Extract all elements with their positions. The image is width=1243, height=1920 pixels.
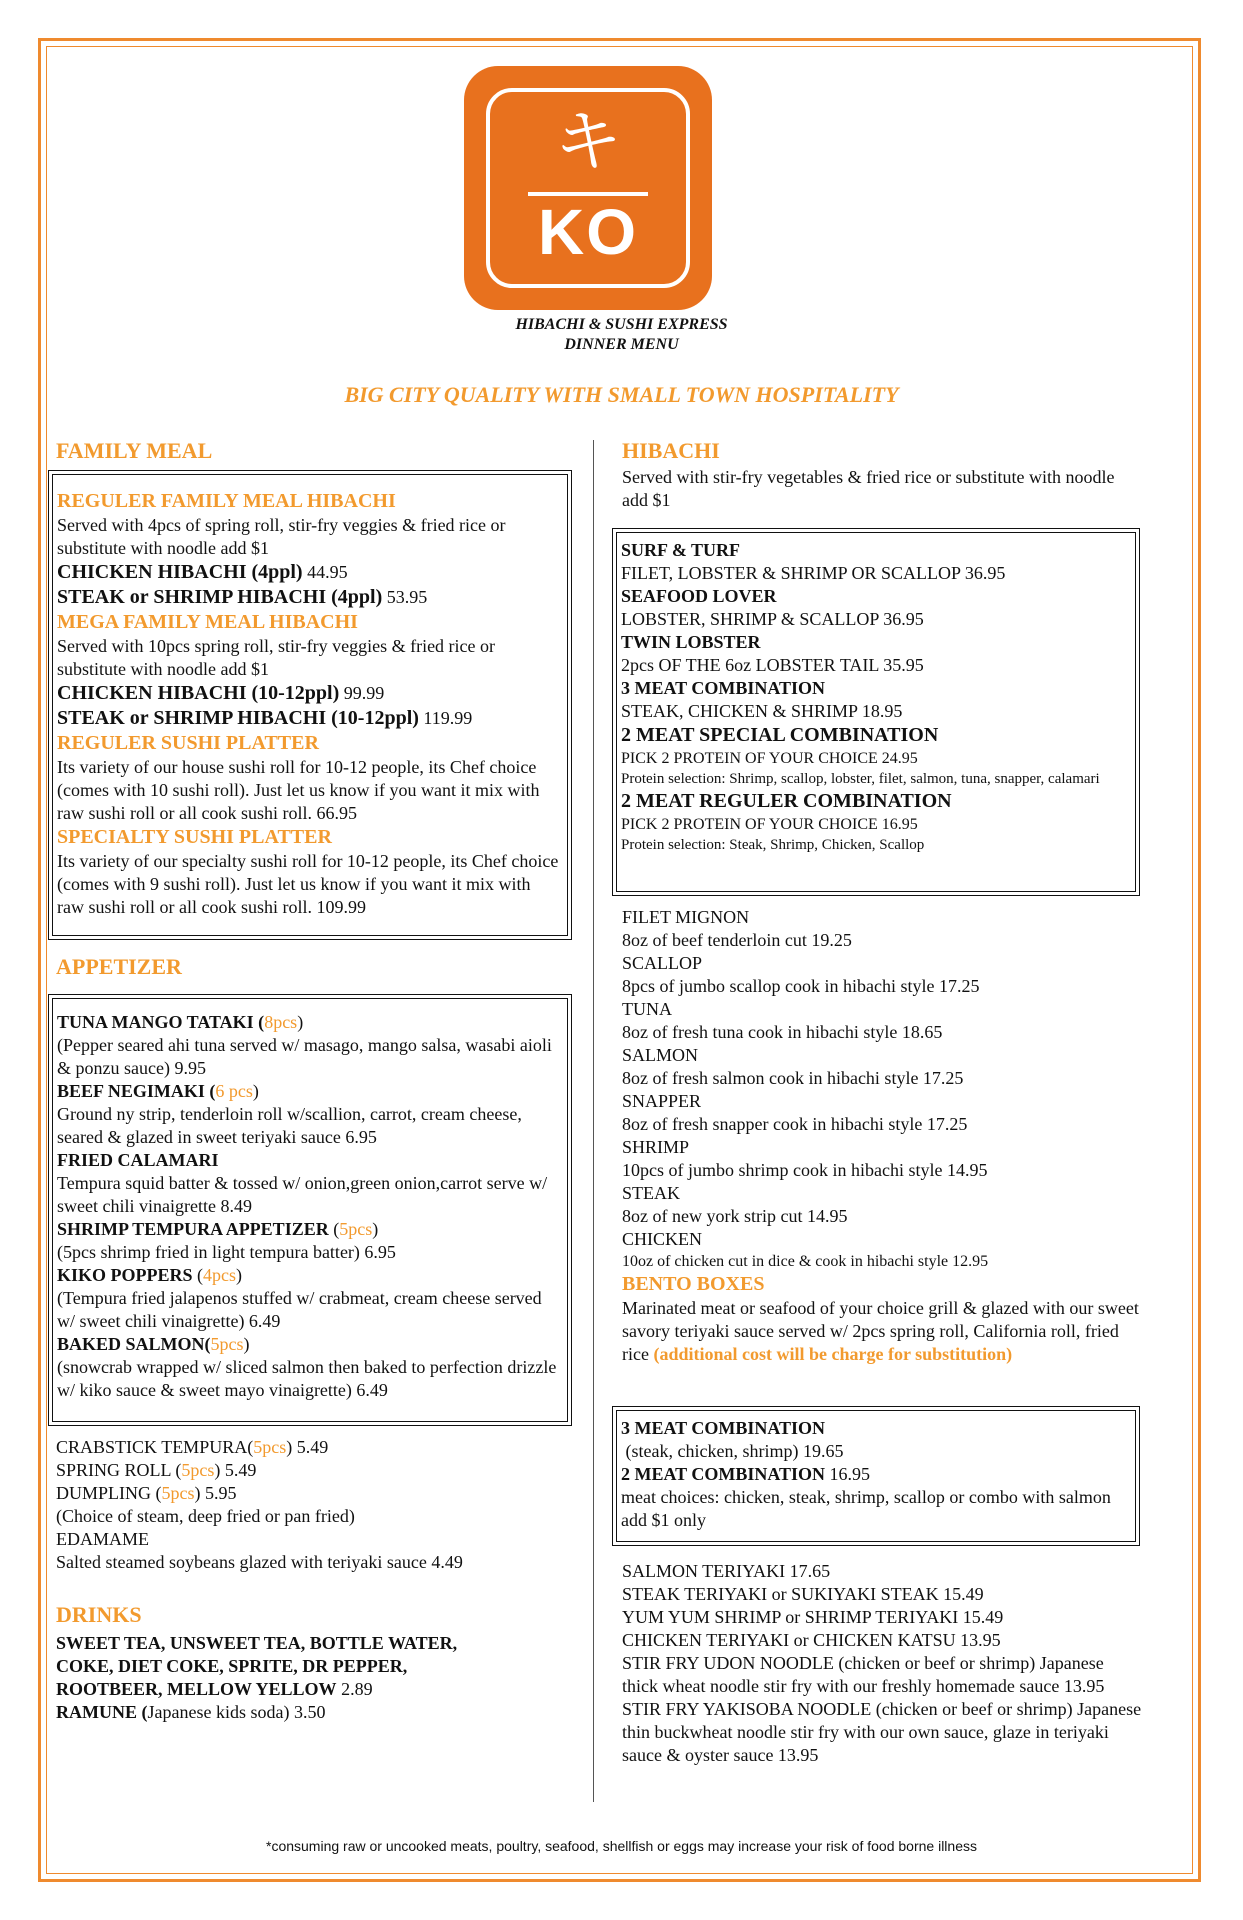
seafood-desc: LOBSTER, SHRIMP & SCALLOP 36.95 xyxy=(621,609,924,629)
reg-family-desc: Served with 4pcs of spring roll, stir-fry veggies & fried rice or substitute with noodle add $1 xyxy=(57,515,506,558)
bento-title: BENTO BOXES xyxy=(622,1273,765,1295)
meat3-desc: STEAK, CHICKEN & SHRIMP 18.95 xyxy=(621,701,903,721)
hibachi-item-name: SCALLOP xyxy=(622,953,703,973)
family-meal-title: FAMILY MEAL xyxy=(56,438,213,463)
hibachi-item-name: FILET MIGNON xyxy=(622,907,750,927)
dumpling-name: DUMPLING ( xyxy=(56,1483,162,1503)
appetizer-box: TUNA MANGO TATAKI (8pcs) (Pepper seared ahi tuna served w/ masago, mango salsa, wasabi aioli & ponzu sauce) 9.95 BEEF NEGIMAKI (6 pcs) Ground ny strip, tenderloin roll w/scallion, carrot, cream cheese, seared & glazed in sweet teriyaki sauce 6.95 FRIED CALAMARI Tempura squid batter & tossed w/ onion,green onion,carrot serve w/ sweet chili vinaigrette 8.49 SHRIMP TEMPURA APPETIZER (5pcs) (5pcs shrimp fried in light tempura batter) 6.95 KIKO POPPERS (4pcs) (Tempura fried jalapenos stuffed w/ crabmeat, cream cheese served w/ sweet chili vinaigrette) 6.49 BAKED SALMON(5pcs) (snowcrab wrapped w/ sliced salmon then baked to perfection drizzle w/ kiko sauce & sweet mayo vinaigrette) 6.49 xyxy=(52,998,568,1422)
tuna-desc: (Pepper seared ahi tuna served w/ masago, mango salsa, wasabi aioli & ponzu sauce) 9.95 xyxy=(57,1035,552,1078)
shrimp-app-pcs: 5pcs xyxy=(339,1219,373,1239)
hibachi-item-name: SNAPPER xyxy=(622,1091,702,1111)
spec-sushi-desc: Its variety of our specialty sushi roll for 10-12 people, its Chef choice (comes with 9 sushi roll). Just let us know if you want it mix with raw sushi roll or all cook sushi roll. 109.99 xyxy=(57,851,559,917)
appetizer-extra-list: CRABSTICK TEMPURA(5pcs) 5.49 SPRING ROLL (5pcs) 5.49 DUMPLING (5pcs) 5.95 (Choice of steam, deep fried or pan fried) EDAMAME Salted steamed soybeans glazed with teriyaki sauce 4.49 xyxy=(56,1436,572,1574)
bento-combo-box xyxy=(616,1410,1136,1542)
surf-name: SURF & TURF xyxy=(621,540,741,560)
bento-item: YUM YUM SHRIMP or SHRIMP TERIYAKI 15.49 xyxy=(622,1607,1004,1627)
hibachi-desc: Served with stir-fry vegetables & fried rice or substitute with noodle add $1 xyxy=(622,467,1115,510)
slogan: BIG CITY QUALITY WITH SMALL TOWN HOSPITALITY xyxy=(344,382,899,407)
salmon-app-desc: (snowcrab wrapped w/ sliced salmon then baked to perfection drizzle w/ kiko sauce & sweet mayo vinaigrette) 6.49 xyxy=(57,1357,557,1400)
meat3-name: 3 MEAT COMBINATION xyxy=(621,678,826,698)
hibachi-item-name: STEAK xyxy=(622,1183,680,1203)
seafood-name: SEAFOOD LOVER xyxy=(621,586,777,606)
mega-steak-name: STEAK or SHRIMP HIBACHI (10-12ppl) xyxy=(57,707,419,729)
beef-desc: Ground ny strip, tenderloin roll w/scallion, carrot, cream cheese, seared & glazed in sweet teriyaki sauce 6.95 xyxy=(57,1104,522,1147)
reg2-selection: Protein selection: Steak, Shrimp, Chicken, Scallop xyxy=(621,837,925,853)
hibachi-item-desc: 10pcs of jumbo shrimp cook in hibachi style 14.95 xyxy=(622,1160,988,1180)
tuna-pcs: 8pcs xyxy=(264,1012,298,1032)
bento-item: STIR FRY YAKISOBA NOODLE (chicken or beef or shrimp) Japanese thin buckwheat noodle stir fry with our own sauce, glaze in teriyaki sauce & oyster sauce 13.95 xyxy=(622,1699,1142,1765)
ramune-name: RAMUNE ( xyxy=(56,1702,148,1722)
reg2-name: 2 MEAT REGULER COMBINATION xyxy=(621,790,952,812)
reg-family-title: REGULER FAMILY MEAL HIBACHI xyxy=(57,490,396,512)
hibachi-item-name: CHICKEN xyxy=(622,1229,702,1249)
crab-name: CRABSTICK TEMPURA( xyxy=(56,1437,254,1457)
poppers-name: KIKO POPPERS xyxy=(57,1265,193,1285)
family-meal-box xyxy=(52,474,568,936)
mega-family-title: MEGA FAMILY MEAL HIBACHI xyxy=(57,611,358,633)
bento-meat3-name: 3 MEAT COMBINATION xyxy=(621,1418,826,1438)
twin-desc: 2pcs OF THE 6oz LOBSTER TAIL 35.95 xyxy=(621,655,924,675)
drinks-title: DRINKS xyxy=(56,1602,142,1627)
shrimp-app-name: SHRIMP TEMPURA APPETIZER xyxy=(57,1219,329,1239)
hibachi-item-name: SALMON xyxy=(622,1045,699,1065)
poppers-pcs: 4pcs xyxy=(203,1265,237,1285)
bento-meat2-desc: meat choices: chicken, steak, shrimp, scallop or combo with salmon add $1 only xyxy=(621,1487,1111,1530)
drinks-price: 2.89 xyxy=(341,1679,373,1699)
bento-item-list xyxy=(622,1560,1142,1767)
reg-sushi-title: REGULER SUSHI PLATTER xyxy=(57,732,319,754)
twin-name: TWIN LOBSTER xyxy=(621,632,761,652)
column-divider xyxy=(593,440,594,1802)
mega-chicken-price: 99.99 xyxy=(343,683,385,703)
tuna-name: TUNA MANGO TATAKI ( xyxy=(57,1012,265,1032)
special2-selection: Protein selection: Shrimp, scallop, lobster, filet, salmon, tuna, snapper, calamari xyxy=(621,771,1100,787)
reg-chicken-name: CHICKEN HIBACHI (4ppl) xyxy=(57,561,303,583)
reg-chicken-price: 44.95 xyxy=(307,562,348,582)
mega-steak-price: 119.99 xyxy=(423,708,473,728)
hibachi-item-desc: 8oz of beef tenderloin cut 19.25 xyxy=(622,930,852,950)
bento-note: (additional cost will be charge for substitution) xyxy=(653,1344,1013,1364)
hibachi-item-desc: 8oz of fresh tuna cook in hibachi style 18.65 xyxy=(622,1022,943,1042)
spring-name: SPRING ROLL ( xyxy=(56,1460,182,1480)
bento-item: STIR FRY UDON NOODLE (chicken or beef or shrimp) Japanese thick wheat noodle stir fry with our freshly homemade sauce 13.95 xyxy=(622,1653,1105,1696)
reg2-desc: PICK 2 PROTEIN OF YOUR CHOICE 16.95 xyxy=(621,816,918,833)
logo-ki-glyph: キ xyxy=(553,104,622,180)
bento-desc: Marinated meat or seafood of your choice grill & glazed with our sweet savory teriyaki sauce served w/ 2pcs spring roll, California roll, fried rice xyxy=(622,1298,1139,1364)
bento-item: SALMON TERIYAKI 17.65 xyxy=(622,1561,831,1581)
bento-meat2-name: 2 MEAT COMBINATION xyxy=(621,1464,826,1484)
logo-ko-text: KO xyxy=(538,196,638,268)
beef-pcs: 6 pcs xyxy=(215,1081,253,1101)
hibachi-item-desc: 8oz of fresh snapper cook in hibachi style 17.25 xyxy=(622,1114,968,1134)
drinks-line-1: SWEET TEA, UNSWEET TEA, BOTTLE WATER, xyxy=(56,1633,458,1653)
reg-sushi-desc: Its variety of our house sushi roll for 10-12 people, its Chef choice (comes with 10 sushi roll). Just let us know if you want it mix with raw sushi roll or all cook sushi roll. 66.95 xyxy=(57,757,540,823)
reg-steak-price: 53.95 xyxy=(386,587,428,607)
bento-item: STEAK TERIYAKI or SUKIYAKI STEAK 15.49 xyxy=(622,1584,984,1604)
calamari-desc: Tempura squid batter & tossed w/ onion,green onion,carrot serve w/ sweet chili vinaigrette 8.49 xyxy=(57,1173,548,1216)
spring-price: 5.49 xyxy=(224,1460,257,1480)
drinks-list xyxy=(56,1632,572,1724)
bento-meat2-price: 16.95 xyxy=(829,1464,871,1484)
crab-price: 5.49 xyxy=(296,1437,329,1457)
hibachi-item-desc: 8oz of fresh salmon cook in hibachi style 17.25 xyxy=(622,1068,964,1088)
mega-chicken-name: CHICKEN HIBACHI (10-12ppl) xyxy=(57,682,340,704)
salmon-app-name: BAKED SALMON( xyxy=(57,1334,211,1354)
surf-desc: FILET, LOBSTER & SHRIMP OR SCALLOP 36.95 xyxy=(621,563,1006,583)
hibachi-item-list xyxy=(622,906,1142,1366)
hibachi-item-desc: 8pcs of jumbo scallop cook in hibachi style 17.25 xyxy=(622,976,980,996)
reg-steak-name: STEAK or SHRIMP HIBACHI (4ppl) xyxy=(57,586,383,608)
bento-item: CHICKEN TERIYAKI or CHICKEN KATSU 13.95 xyxy=(622,1630,1001,1650)
logo-frame xyxy=(486,88,690,288)
ramune-desc: Japanese kids soda) 3.50 xyxy=(147,1702,326,1722)
spec-sushi-title: SPECIALTY SUSHI PLATTER xyxy=(57,826,332,848)
dumpling-pcs: 5pcs xyxy=(161,1483,195,1503)
hibachi-item-desc: 10oz of chicken cut in dice & cook in hibachi style 12.95 xyxy=(622,1253,989,1270)
hibachi-item-desc: 8oz of new york strip cut 14.95 xyxy=(622,1206,848,1226)
mega-family-desc: Served with 10pcs spring roll, stir-fry veggies & fried rice or substitute with noodle add $1 xyxy=(57,636,496,679)
restaurant-name: HIBACHI & SUSHI EXPRESS xyxy=(515,316,728,333)
hibachi-combo-box xyxy=(616,532,1136,892)
dumpling-desc: (Choice of steam, deep fried or pan fried) xyxy=(56,1506,355,1526)
appetizer-title: APPETIZER xyxy=(56,954,182,979)
calamari-name: FRIED CALAMARI xyxy=(57,1150,219,1170)
crab-pcs: 5pcs xyxy=(253,1437,287,1457)
drinks-line-3: ROOTBEER, MELLOW YELLOW xyxy=(56,1679,337,1699)
drinks-line-2: COKE, DIET COKE, SPRITE, DR PEPPER, xyxy=(56,1656,408,1676)
menu-name: DINNER MENU xyxy=(564,336,679,353)
bento-meat3-desc: (steak, chicken, shrimp) 19.65 xyxy=(621,1441,844,1461)
beef-name: BEEF NEGIMAKI ( xyxy=(57,1081,216,1101)
edamame-desc: Salted steamed soybeans glazed with teriyaki sauce 4.49 xyxy=(56,1552,463,1572)
special2-name: 2 MEAT SPECIAL COMBINATION xyxy=(621,724,939,746)
hibachi-item-name: SHRIMP xyxy=(622,1137,690,1157)
food-safety-disclaimer: *consuming raw or uncooked meats, poultry, seafood, shellfish or eggs may increase your risk of food borne illness xyxy=(266,1838,977,1854)
edamame-name: EDAMAME xyxy=(56,1529,149,1549)
hibachi-title: HIBACHI xyxy=(622,438,720,463)
hibachi-item-name: TUNA xyxy=(622,999,672,1019)
kiko-logo xyxy=(464,66,712,310)
special2-desc: PICK 2 PROTEIN OF YOUR CHOICE 24.95 xyxy=(621,750,918,767)
shrimp-app-desc: (5pcs shrimp fried in light tempura batter) 6.95 xyxy=(57,1242,396,1262)
spring-pcs: 5pcs xyxy=(181,1460,215,1480)
poppers-desc: (Tempura fried jalapenos stuffed w/ crabmeat, cream cheese served w/ sweet chili vinaigrette) 6.49 xyxy=(57,1288,542,1331)
dumpling-price: 5.95 xyxy=(205,1483,237,1503)
salmon-app-pcs: 5pcs xyxy=(210,1334,244,1354)
